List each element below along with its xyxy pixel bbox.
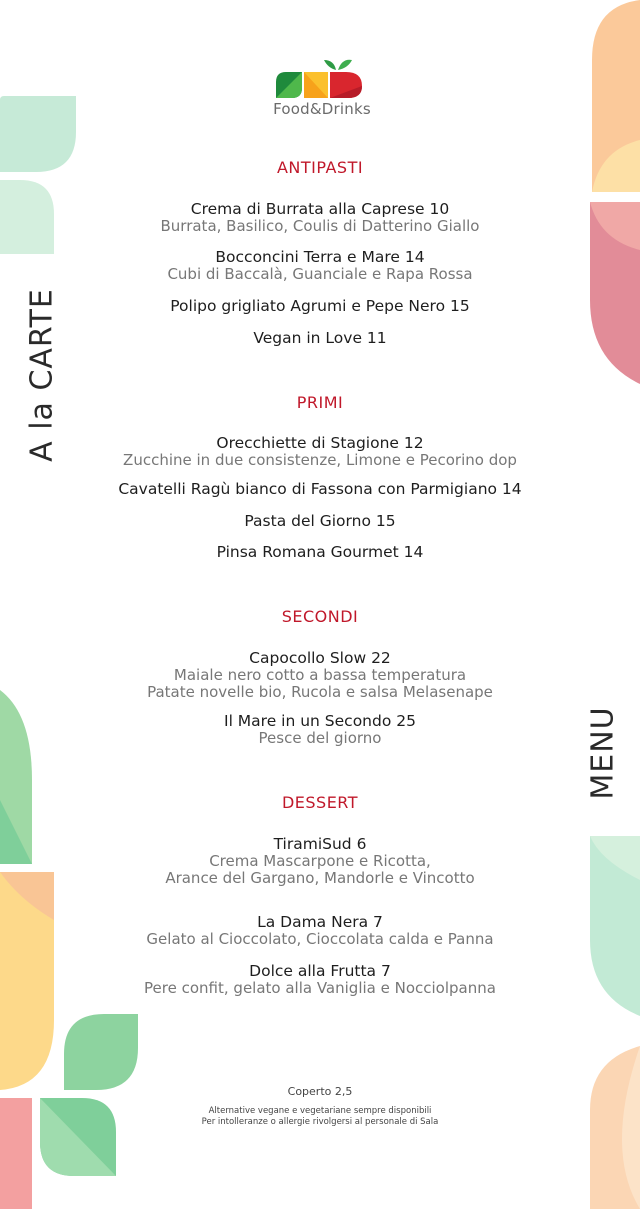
dish-name: Orecchiette di Stagione 12 [216,434,424,452]
dish-description: Pere confit, gelato alla Vaniglia e Nocciolpanna [144,979,496,997]
dish-item [0,963,640,997]
dish-item [0,481,640,498]
brand-logo [262,56,382,122]
dish-item [0,650,640,701]
dish-description: Cubi di Baccalà, Guanciale e Rapa Rossa [167,265,473,283]
coperto-note: Coperto 2,5 [287,1085,353,1098]
footer-note: Per intolleranze o allergie rivolgersi al personale di Sala [201,1117,439,1127]
dish-description: Patate novelle bio, Rucola e salsa Melasenape [147,683,493,701]
dish-item [0,201,640,235]
dish-name: Bocconcini Terra e Mare 14 [215,248,425,266]
dish-item [0,914,640,948]
section-title-antipasti: ANTIPASTI [276,158,364,177]
section-title-secondi: SECONDI [281,607,359,626]
dish-name: Pasta del Giorno 15 [244,512,396,530]
dish-name: Il Mare in un Secondo 25 [224,712,416,730]
leaf-shape [622,1046,640,1209]
dish-item [0,249,640,283]
brand-name: Food&Drinks [273,100,371,118]
dish-item [0,836,640,887]
dish-description: Crema Mascarpone e Ricotta, [209,852,431,870]
dish-name: Crema di Burrata alla Caprese 10 [190,200,450,218]
leaf-shape [590,1046,640,1209]
dish-description: Maiale nero cotto a bassa temperatura [173,666,467,684]
dish-name: Pinsa Romana Gourmet 14 [216,543,424,561]
dish-name: Dolce alla Frutta 7 [249,962,391,980]
dish-item [0,713,640,747]
section-title-dessert: DESSERT [281,793,359,812]
dish-name: Cavatelli Ragù bianco di Fassona con Parmigiano 14 [118,480,522,498]
dish-description: Gelato al Cioccolato, Cioccolata calda e Panna [146,930,494,948]
side-label-menu: MENU [585,706,621,800]
dish-item [0,513,640,530]
leaf-shape [64,1014,138,1090]
dish-name: Vegan in Love 11 [253,329,387,347]
logo-icon [262,56,382,100]
footer-note: Alternative vegane e vegetariane sempre disponibili [208,1106,432,1116]
dish-item [0,330,640,347]
dish-name: La Dama Nera 7 [257,913,383,931]
dish-name: Capocollo Slow 22 [249,649,391,667]
dish-item [0,544,640,561]
side-label-a-la-carte: A la CARTE [24,288,60,462]
dish-item [0,435,640,469]
dish-description: Pesce del giorno [258,729,382,747]
dish-description: Arance del Gargano, Mandorle e Vincotto [165,869,475,887]
dish-description: Zucchine in due consistenze, Limone e Pecorino dop [123,451,517,469]
section-title-primi: PRIMI [296,393,344,412]
dish-description: Burrata, Basilico, Coulis di Datterino Giallo [160,217,480,235]
dish-item [0,298,640,315]
dish-name: TiramiSud 6 [273,835,367,853]
dish-name: Polipo grigliato Agrumi e Pepe Nero 15 [170,297,470,315]
